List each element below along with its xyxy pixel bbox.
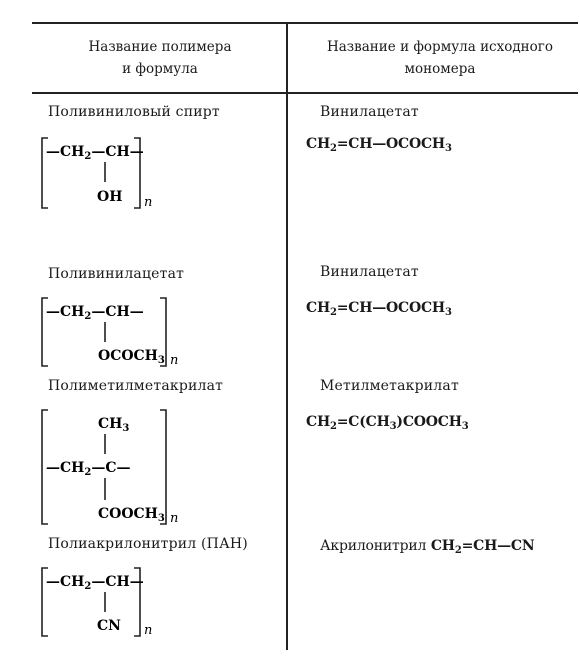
svg-text:—CH2—CH—: $—CH_2—CH—$ [46,574,144,592]
polymer-name: Полиметилметакрилат [48,378,224,394]
svg-text:n: n [170,511,179,526]
svg-text:—CH2—CH—: $—CH_2—CH—$ [46,144,144,162]
svg-text:—CH2—CH—: $—CH_2—CH—$ [46,304,144,322]
svg-text:OH: OH [97,189,123,205]
polymer-name: Поливинилацетат [48,266,185,282]
monomer-name: Винилацетат [320,264,419,280]
monomer-name: Акрилонитрил [320,538,427,554]
svg-text:COOCH3: $COOCH_3$ [98,506,165,524]
svg-text:n: n [170,353,179,368]
polymer-name: Полиакрилонитрил (ПАН) [48,536,248,552]
monomer-formula: $CH_2=CH—OCOCH_3$ [306,136,452,154]
svg-text:CH3: $CH_3$ [98,416,130,434]
svg-text:—CH2—C—: $—CH_2—C—$ [46,460,131,478]
polymer-name: Поливиниловый спирт [48,104,220,120]
monomer-formula: $CH_2=CH—OCOCH_3$ [306,300,452,318]
column-header-monomer: Название и формула исходного мономера [326,39,554,77]
svg-text:CN: CN [97,618,121,634]
svg-text:n: n [144,195,153,210]
monomer-formula: $CH_2=C(CH_3)COOCH_3$ [306,414,469,432]
svg-text:n: n [144,623,153,638]
svg-text:OCOCH3: $OCOCH_3$ [98,348,165,366]
monomer-formula: Акрилонитрил $CH_2=CH—CN$ [320,538,535,556]
monomer-name: Винилацетат [320,104,419,120]
monomer-name: Метилметакрилат [320,378,459,394]
column-header-polymer: Название полимера и формула [88,39,232,77]
